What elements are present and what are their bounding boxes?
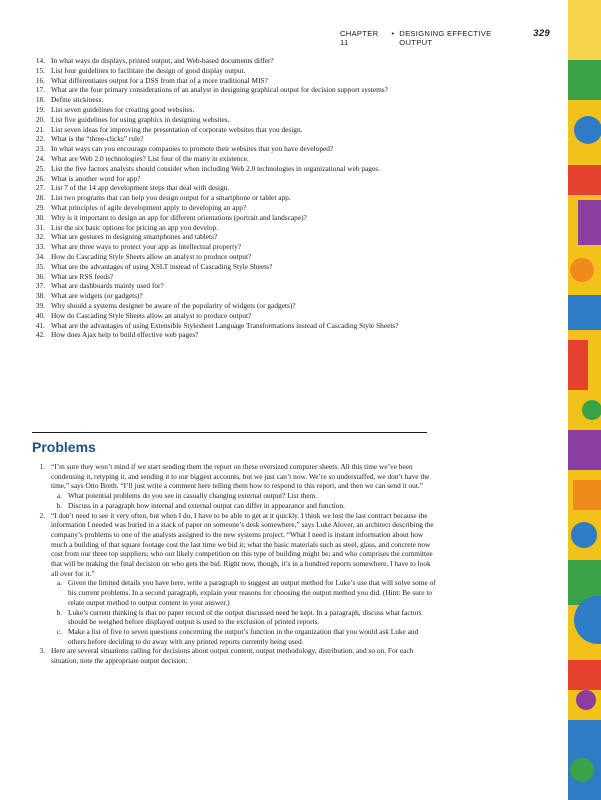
problem-number: 2. xyxy=(39,510,45,520)
decorative-side-strip xyxy=(568,0,601,800)
question-item xyxy=(32,223,432,233)
question-number: 35. xyxy=(35,261,45,271)
question-number: 25. xyxy=(35,163,45,173)
question-text: List two programs that can help you design output for a smartphone or tablet app. xyxy=(51,193,291,203)
question-item xyxy=(32,56,432,66)
problem-item xyxy=(32,511,436,647)
question-text: What are RSS feeds? xyxy=(51,271,114,281)
question-text: What is the “three-clicks” rule? xyxy=(51,134,144,144)
question-item xyxy=(32,164,432,174)
problem-number: 1. xyxy=(39,462,45,471)
question-text: Define stickiness. xyxy=(51,95,104,105)
sub-question-text: Given the limited details you have here, write a paragraph to suggest an output method for Luke’s use that will solve some of his current problems. In a second paragraph, explain your reasons for choosing the output method you did. (Hint: Be sure to relate output method to output content in your answer.) xyxy=(68,578,436,607)
question-text: What are the four primary considerations of an analyst in designing graphical output for decision support systems? xyxy=(51,85,388,95)
question-number: 17. xyxy=(35,85,45,95)
sub-question xyxy=(51,608,436,627)
question-item xyxy=(32,213,432,223)
question-text: What are the advantages of using XSLT instead of Cascading Style Sheets? xyxy=(51,261,273,271)
problem-body xyxy=(51,646,436,665)
problem-item xyxy=(32,462,436,511)
problems-section-header xyxy=(32,432,427,455)
question-number: 42. xyxy=(35,330,45,340)
question-text: List seven ideas for improving the presentation of corporate websites that you design. xyxy=(51,124,303,134)
chapter-label: CHAPTER 11 xyxy=(340,29,379,47)
question-text: What differentiates output for a DSS from that of a more traditional MIS? xyxy=(51,75,268,85)
question-text: What are three ways to protect your app as intellectual property? xyxy=(51,242,242,252)
question-number: 31. xyxy=(35,222,45,232)
question-item xyxy=(32,301,432,311)
question-number: 15. xyxy=(35,65,45,75)
question-text: What principles of agile development apply to developing an app? xyxy=(51,202,247,212)
question-item xyxy=(32,105,432,115)
question-text: Why should a systems designer be aware of the popularity of widgets (or gadgets)? xyxy=(51,300,296,310)
sub-question-text: Luke’s current thinking is that no paper record of the output discussed need be kept. In a paragraph, discuss what factors should be weighed before displayed output is used to the exclusion of printed reports. xyxy=(68,607,422,627)
problem-body xyxy=(51,511,436,647)
question-number: 23. xyxy=(35,144,45,154)
question-text: In what ways do displays, printed output, and Web-based documents differ? xyxy=(51,56,274,65)
problem-text: Here are several situations calling for decisions about output content, output methodology, distribution, and so on. For each situation, note the appropriate output decision. xyxy=(51,646,414,666)
header-bullet: • xyxy=(391,29,395,38)
sub-question-text: Discuss in a paragraph how internal and external output can differ in appearance and function. xyxy=(68,500,345,510)
problems-heading: Problems xyxy=(32,439,96,455)
question-item xyxy=(32,242,432,252)
colorful-pattern xyxy=(568,0,601,800)
question-text: What are widgets (or gadgets)? xyxy=(51,291,143,301)
question-item xyxy=(32,76,432,86)
question-text: What are gestures in designing smartphones and tablets? xyxy=(51,232,218,242)
question-number: 33. xyxy=(35,242,45,252)
question-item xyxy=(32,95,432,105)
question-number: 40. xyxy=(35,310,45,320)
question-item xyxy=(32,330,432,340)
question-number: 37. xyxy=(35,281,45,291)
question-number: 32. xyxy=(35,232,45,242)
question-text: Why is it important to design an app for different orientations (portrait and landscape)? xyxy=(51,212,307,222)
question-text: List seven guidelines for creating good websites. xyxy=(51,104,195,114)
question-number: 24. xyxy=(35,153,45,163)
question-text: List 7 of the 14 app development steps that deal with design. xyxy=(51,183,230,193)
review-questions-list xyxy=(32,56,432,340)
question-item xyxy=(32,134,432,144)
question-text: How do Cascading Style Sheets allow an analyst to produce output? xyxy=(51,310,252,320)
question-item xyxy=(32,174,432,184)
question-number: 18. xyxy=(35,95,45,105)
question-text: What is another word for app? xyxy=(51,173,141,183)
question-text: In what ways can you encourage companies to promote their websites that you have developed? xyxy=(51,144,334,154)
question-item xyxy=(32,281,432,291)
page-number: 329 xyxy=(533,28,550,39)
question-item xyxy=(32,203,432,213)
question-item xyxy=(32,154,432,164)
question-number: 34. xyxy=(35,251,45,261)
problem-number: 3. xyxy=(39,646,45,656)
sub-question xyxy=(51,578,436,607)
question-item xyxy=(32,232,432,242)
question-number: 30. xyxy=(35,212,45,222)
question-number: 19. xyxy=(35,104,45,114)
question-item xyxy=(32,321,432,331)
question-item xyxy=(32,66,432,76)
problem-body xyxy=(51,462,436,511)
question-number: 27. xyxy=(35,183,45,193)
sub-question-text: Make a list of five to seven questions concerning the output’s function in the organization that you would ask Luke and others before deciding to do away with any printed reports currently being used. xyxy=(68,626,419,646)
question-item xyxy=(32,115,432,125)
question-number: 20. xyxy=(35,114,45,124)
problem-item xyxy=(32,646,436,665)
sub-question-letter: b. xyxy=(56,500,62,510)
question-item xyxy=(32,311,432,321)
question-text: How do Cascading Style Sheets allow an analyst to produce output? xyxy=(51,251,252,261)
question-text: What are the advantages of using Extensible Stylesheet Language Transformations instead of Cascading Style Sheets? xyxy=(51,320,399,330)
sub-question xyxy=(51,627,436,646)
question-text: List four guidelines to facilitate the design of good display output. xyxy=(51,65,246,75)
problem-text: “I don’t need to see it very often, but when I do, I have to be able to get at it quickly. I think we lost the last contract because the information I needed was buried in a stack of paper on someone’s desk somewhere,” says Luke Alover, an architect describing the company’s problems to one of the analysts assigned to the new systems project. “What I need is instant information about how much a building of that square footage cost the last time we bid it; what the basic materials such as steel, glass, and concrete now cost from our three top suppliers; who our likely competition on this type of building might be; and who comprises the committee that will be making the final decision on who gets the bid. Right now, though, it’s in a hundred reports somewhere. I have to look all over for it.” xyxy=(51,510,434,578)
question-number: 26. xyxy=(35,173,45,183)
question-number: 29. xyxy=(35,202,45,212)
question-item xyxy=(32,272,432,282)
question-text: What are Web 2.0 technologies? List four of the many in existence. xyxy=(51,153,249,163)
problem-text: “I’m sure they won’t mind if we start sending them the report on these oversized computer sheets. All this time we’ve been condensing it, retyping it, and sending it to our biggest accounts, but we just can’t now. We’re so understaffed, we don’t have the time,” says Otto Breth. “I’ll just write a comment here telling them how to respond to this report, and then we can send it out.” xyxy=(51,462,430,491)
question-item xyxy=(32,262,432,272)
question-number: 36. xyxy=(35,271,45,281)
question-text: List the five factors analysts should consider when including Web 2.0 technologies in organizational web pages. xyxy=(51,163,380,173)
sub-question xyxy=(51,501,436,511)
question-text: What are dashboards mainly used for? xyxy=(51,281,164,291)
question-item xyxy=(32,125,432,135)
question-number: 41. xyxy=(35,320,45,330)
question-number: 14. xyxy=(35,56,45,65)
question-item xyxy=(32,291,432,301)
question-number: 22. xyxy=(35,134,45,144)
question-text: List five guidelines for using graphics in designing websites. xyxy=(51,114,230,124)
question-number: 21. xyxy=(35,124,45,134)
question-item xyxy=(32,193,432,203)
question-number: 38. xyxy=(35,291,45,301)
question-item xyxy=(32,183,432,193)
running-header xyxy=(340,28,550,47)
question-item xyxy=(32,144,432,154)
chapter-title: DESIGNING EFFECTIVE OUTPUT xyxy=(399,29,492,47)
question-number: 28. xyxy=(35,193,45,203)
sub-question-letter: a. xyxy=(56,491,62,501)
question-number: 16. xyxy=(35,75,45,85)
sub-question-text: What potential problems do you see in casually changing external output? List them. xyxy=(68,491,318,501)
sub-question xyxy=(51,491,436,501)
question-number: 39. xyxy=(35,300,45,310)
question-text: How does Ajax help to build effective web pages? xyxy=(51,330,199,340)
sub-question-letter: a. xyxy=(56,578,62,588)
question-text: List the six basic options for pricing an app you develop. xyxy=(51,222,219,232)
sub-question-letter: c. xyxy=(56,626,62,636)
problems-list xyxy=(32,462,436,666)
question-item xyxy=(32,85,432,95)
question-item xyxy=(32,252,432,262)
sub-question-letter: b. xyxy=(56,607,62,617)
